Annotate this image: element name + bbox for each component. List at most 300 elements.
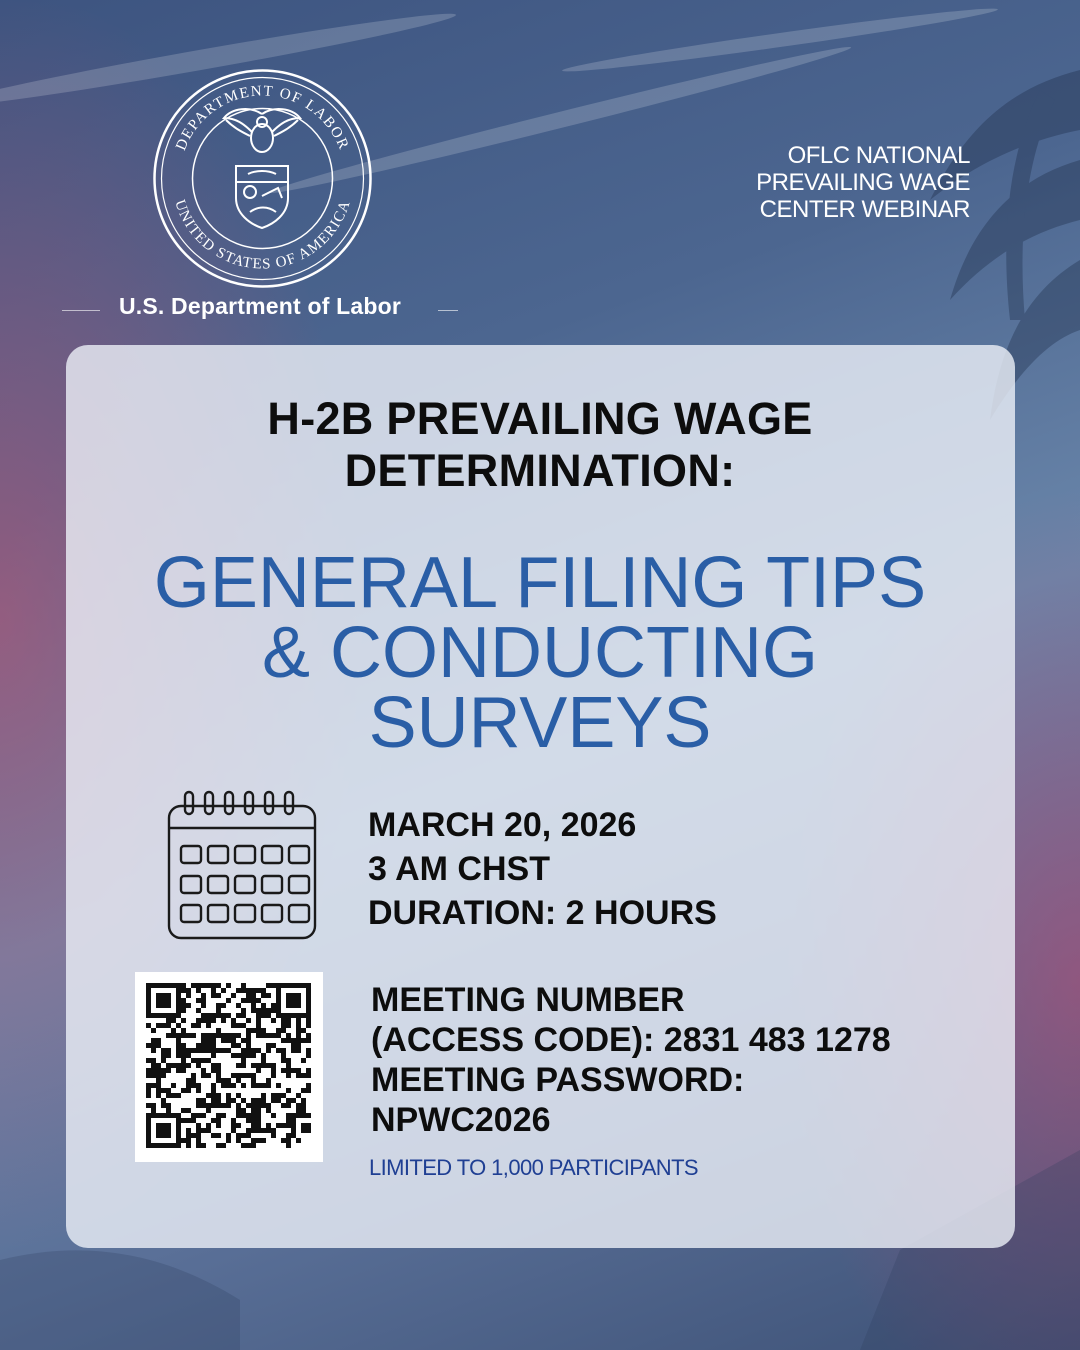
qr-module (251, 1123, 256, 1128)
event-duration: DURATION: 2 HOURS (368, 894, 717, 932)
qr-module (171, 1143, 176, 1148)
series-title (650, 142, 970, 223)
qr-module (226, 1133, 231, 1138)
qr-module (241, 1008, 246, 1013)
qr-module (191, 1033, 196, 1038)
qr-module (146, 1023, 151, 1028)
qr-module (176, 988, 181, 993)
qr-module (151, 1103, 156, 1108)
qr-module (251, 1008, 256, 1013)
qr-module (226, 1093, 231, 1098)
qr-module (186, 1048, 191, 1053)
qr-module (161, 1088, 166, 1093)
qr-module (226, 1138, 231, 1143)
qr-module (301, 983, 306, 988)
qr-module (271, 983, 276, 988)
qr-module (191, 1048, 196, 1053)
qr-module (291, 1003, 296, 1008)
qr-module (186, 1088, 191, 1093)
qr-module (156, 1068, 161, 1073)
qr-module (161, 1103, 166, 1108)
qr-module (186, 1128, 191, 1133)
qr-module (301, 1128, 306, 1133)
qr-module (306, 983, 311, 988)
qr-module (256, 1008, 261, 1013)
qr-module (196, 1128, 201, 1133)
qr-module (161, 993, 166, 998)
qr-module (221, 1013, 226, 1018)
qr-module (146, 998, 151, 1003)
qr-module (261, 1053, 266, 1058)
qr-module (186, 1033, 191, 1038)
qr-module (301, 1088, 306, 1093)
qr-module (261, 1063, 266, 1068)
qr-module (161, 1023, 166, 1028)
qr-module (261, 1058, 266, 1063)
qr-module (196, 1113, 201, 1118)
qr-module (261, 1008, 266, 1013)
qr-module (196, 1063, 201, 1068)
qr-module (216, 1068, 221, 1073)
qr-module (256, 1118, 261, 1123)
subhead-line-3: SURVEYS (368, 683, 712, 763)
qr-module (256, 1083, 261, 1088)
qr-module (241, 1063, 246, 1068)
qr-module (241, 983, 246, 988)
qr-module (236, 1003, 241, 1008)
qr-module (256, 1108, 261, 1113)
qr-module (156, 1088, 161, 1093)
meeting-number-label: MEETING NUMBER (371, 981, 685, 1019)
qr-module (241, 1073, 246, 1078)
qr-module (256, 998, 261, 1003)
qr-module (306, 1038, 311, 1043)
qr-module (261, 993, 266, 998)
qr-module (161, 1003, 166, 1008)
qr-module (266, 1128, 271, 1133)
qr-module (241, 1083, 246, 1088)
qr-module (286, 1023, 291, 1028)
qr-module (206, 1073, 211, 1078)
qr-module (151, 1108, 156, 1113)
qr-module (211, 1013, 216, 1018)
qr-module (271, 1073, 276, 1078)
qr-module (241, 1133, 246, 1138)
qr-module (166, 1143, 171, 1148)
qr-module (256, 1063, 261, 1068)
qr-module (201, 1058, 206, 1063)
qr-module (251, 1063, 256, 1068)
qr-module (146, 988, 151, 993)
qr-module (161, 1053, 166, 1058)
qr-module (186, 1063, 191, 1068)
qr-module (171, 983, 176, 988)
qr-module (201, 1033, 206, 1038)
qr-module (296, 1038, 301, 1043)
headline-line-2: DETERMINATION: (344, 445, 736, 496)
qr-module (271, 1033, 276, 1038)
qr-module (251, 1138, 256, 1143)
qr-module (196, 1143, 201, 1148)
qr-module (221, 1048, 226, 1053)
qr-module (241, 1058, 246, 1063)
qr-module (181, 1008, 186, 1013)
qr-module (296, 1138, 301, 1143)
qr-module (276, 1013, 281, 1018)
qr-module (191, 1058, 196, 1063)
qr-module (211, 1033, 216, 1038)
qr-module (296, 983, 301, 988)
qr-module (216, 1078, 221, 1083)
qr-module (241, 1023, 246, 1028)
qr-module (156, 998, 161, 1003)
qr-module (296, 1003, 301, 1008)
qr-module (266, 983, 271, 988)
qr-module (286, 1018, 291, 1023)
qr-module (196, 983, 201, 988)
qr-module (176, 1143, 181, 1148)
qr-module (216, 1143, 221, 1148)
qr-module (186, 1053, 191, 1058)
qr-module (221, 1078, 226, 1083)
qr-module (291, 1043, 296, 1048)
qr-module (266, 1013, 271, 1018)
qr-module (256, 1128, 261, 1133)
qr-module (286, 1098, 291, 1103)
qr-module (206, 1123, 211, 1128)
qr-module (146, 1093, 151, 1098)
qr-module (146, 1138, 151, 1143)
qr-module (161, 1058, 166, 1063)
qr-module (291, 993, 296, 998)
qr-module (251, 1083, 256, 1088)
qr-module (261, 1138, 266, 1143)
qr-module (201, 1043, 206, 1048)
qr-module (221, 1018, 226, 1023)
qr-module (296, 1023, 301, 1028)
qr-module (201, 1048, 206, 1053)
qr-module (231, 1053, 236, 1058)
qr-module (276, 993, 281, 998)
qr-module (246, 1043, 251, 1048)
qr-module (286, 1033, 291, 1038)
qr-module (221, 1083, 226, 1088)
qr-module (251, 1003, 256, 1008)
qr-module (281, 1093, 286, 1098)
qr-module (166, 1003, 171, 1008)
qr-module (221, 1038, 226, 1043)
qr-module (201, 1003, 206, 1008)
qr-module (291, 983, 296, 988)
qr-module (251, 1078, 256, 1083)
qr-module (161, 1098, 166, 1103)
qr-module (301, 1028, 306, 1033)
qr-module (161, 1128, 166, 1133)
qr-module (241, 1108, 246, 1113)
agency-name: U.S. Department of Labor (118, 293, 402, 319)
qr-module (246, 1128, 251, 1133)
qr-module (276, 1033, 281, 1038)
qr-module (296, 1068, 301, 1073)
qr-module (251, 1128, 256, 1133)
qr-module (231, 1118, 236, 1123)
qr-module (261, 1098, 266, 1103)
qr-module (231, 1083, 236, 1088)
qr-module (176, 1048, 181, 1053)
qr-module (171, 1093, 176, 1098)
qr-module (246, 1053, 251, 1058)
qr-module (281, 1123, 286, 1128)
qr-module (281, 1023, 286, 1028)
qr-module (221, 1033, 226, 1038)
qr-module (211, 1118, 216, 1123)
qr-module (301, 1013, 306, 1018)
qr-module (291, 1118, 296, 1123)
qr-module (246, 1143, 251, 1148)
qr-module (246, 1033, 251, 1038)
qr-module (266, 1103, 271, 1108)
qr-module (276, 1003, 281, 1008)
qr-module (236, 1113, 241, 1118)
qr-module (176, 1133, 181, 1138)
qr-module (171, 1083, 176, 1088)
qr-module (236, 1123, 241, 1128)
qr-module (256, 1123, 261, 1128)
qr-module (296, 1033, 301, 1038)
subhead-line-2: & CONDUCTING (262, 613, 818, 693)
qr-module (281, 1048, 286, 1053)
qr-module (211, 1038, 216, 1043)
qr-module (161, 1073, 166, 1078)
svg-text:UNITED STATES OF AMERICA: UNITED STATES OF AMERICA (171, 197, 354, 273)
qr-module (156, 1078, 161, 1083)
qr-module (201, 1098, 206, 1103)
qr-module (216, 1113, 221, 1118)
qr-module (261, 1093, 266, 1098)
qr-module (306, 1113, 311, 1118)
qr-module (296, 1108, 301, 1113)
qr-module (221, 1003, 226, 1008)
qr-module (306, 1088, 311, 1093)
qr-module (151, 983, 156, 988)
qr-module (261, 1013, 266, 1018)
qr-module (176, 1033, 181, 1038)
qr-module (246, 993, 251, 998)
qr-module (181, 1138, 186, 1143)
qr-module (166, 1123, 171, 1128)
qr-module (236, 1063, 241, 1068)
qr-module (146, 1133, 151, 1138)
qr-module (176, 1038, 181, 1043)
qr-module (261, 1033, 266, 1038)
qr-module (151, 1073, 156, 1078)
qr-module (161, 1123, 166, 1128)
qr-module (281, 1038, 286, 1043)
qr-module (156, 983, 161, 988)
qr-module (176, 1093, 181, 1098)
qr-code[interactable] (135, 972, 323, 1162)
qr-module (291, 1068, 296, 1073)
qr-module (296, 1013, 301, 1018)
series-title-line-2: PREVAILING WAGE (756, 169, 970, 196)
svg-text:DEPARTMENT OF LABOR: DEPARTMENT OF LABOR (173, 83, 352, 153)
qr-module (236, 1013, 241, 1018)
qr-module (201, 1013, 206, 1018)
qr-module (261, 1128, 266, 1133)
qr-module (151, 1063, 156, 1068)
meeting-password-label: MEETING PASSWORD: (371, 1061, 745, 1099)
qr-module (146, 993, 151, 998)
qr-module (216, 1118, 221, 1123)
qr-module (181, 998, 186, 1003)
qr-module (206, 1038, 211, 1043)
qr-module (226, 1033, 231, 1038)
qr-module (146, 1043, 151, 1048)
qr-module (151, 1013, 156, 1018)
qr-module (216, 1073, 221, 1078)
qr-module (186, 1138, 191, 1143)
qr-module (176, 1043, 181, 1048)
qr-module (186, 1143, 191, 1148)
qr-module (191, 983, 196, 988)
qr-module (291, 1098, 296, 1103)
qr-module (226, 998, 231, 1003)
qr-module (266, 1048, 271, 1053)
qr-module (241, 1038, 246, 1043)
qr-module (166, 1093, 171, 1098)
qr-module (291, 1048, 296, 1053)
qr-module (166, 1033, 171, 1038)
qr-module (211, 1053, 216, 1058)
qr-module (236, 1138, 241, 1143)
qr-module (151, 1043, 156, 1048)
qr-module (191, 1073, 196, 1078)
qr-module (251, 1103, 256, 1108)
qr-module (226, 1078, 231, 1083)
qr-module (206, 1013, 211, 1018)
event-details (368, 803, 717, 935)
qr-module (276, 983, 281, 988)
qr-module (186, 988, 191, 993)
qr-module (146, 1008, 151, 1013)
qr-module (191, 1078, 196, 1083)
qr-module (251, 1108, 256, 1113)
qr-module (296, 1073, 301, 1078)
qr-module (236, 1073, 241, 1078)
qr-module (251, 1053, 256, 1058)
qr-module (156, 1003, 161, 1008)
qr-module (216, 1133, 221, 1138)
qr-module (296, 1048, 301, 1053)
qr-module (151, 1048, 156, 1053)
qr-module (166, 998, 171, 1003)
qr-module (216, 1093, 221, 1098)
qr-module (166, 1023, 171, 1028)
qr-module (196, 1133, 201, 1138)
qr-module (281, 1103, 286, 1108)
qr-module (306, 1053, 311, 1058)
qr-module (146, 1073, 151, 1078)
qr-module (206, 1048, 211, 1053)
qr-module (176, 1138, 181, 1143)
qr-module (306, 1123, 311, 1128)
qr-module (276, 1008, 281, 1013)
qr-module (151, 1143, 156, 1148)
qr-module (216, 993, 221, 998)
qr-module (286, 1013, 291, 1018)
qr-module (151, 1068, 156, 1073)
qr-module (266, 993, 271, 998)
qr-module (296, 1028, 301, 1033)
qr-module (306, 1003, 311, 1008)
qr-module (236, 1023, 241, 1028)
qr-module (286, 1103, 291, 1108)
series-title-line-3: CENTER WEBINAR (759, 196, 970, 223)
qr-module (166, 1108, 171, 1113)
qr-module (186, 1133, 191, 1138)
qr-module (176, 983, 181, 988)
qr-module (176, 1013, 181, 1018)
qr-module (176, 1053, 181, 1058)
qr-module (156, 1143, 161, 1148)
qr-module (146, 1088, 151, 1093)
qr-module (306, 1083, 311, 1088)
qr-module (271, 1063, 276, 1068)
qr-module (211, 1098, 216, 1103)
qr-module (146, 1143, 151, 1148)
qr-module (146, 1058, 151, 1063)
qr-module (181, 1108, 186, 1113)
qr-module (286, 1088, 291, 1093)
qr-module (231, 1043, 236, 1048)
qr-module (281, 983, 286, 988)
qr-module (301, 1098, 306, 1103)
qr-module (226, 1038, 231, 1043)
qr-module (286, 993, 291, 998)
qr-module (171, 1113, 176, 1118)
qr-module (251, 1073, 256, 1078)
qr-module (201, 1018, 206, 1023)
qr-module (161, 983, 166, 988)
qr-module (171, 1063, 176, 1068)
qr-module (146, 1123, 151, 1128)
qr-module (296, 1018, 301, 1023)
qr-module (271, 1093, 276, 1098)
qr-module (286, 1068, 291, 1073)
qr-module (211, 1043, 216, 1048)
qr-module (241, 1143, 246, 1148)
qr-module (146, 1003, 151, 1008)
qr-module (206, 1058, 211, 1063)
qr-module (161, 1143, 166, 1148)
qr-module (166, 1088, 171, 1093)
qr-module (216, 1028, 221, 1033)
qr-module (281, 1138, 286, 1143)
meeting-details (371, 980, 891, 1140)
qr-module (276, 1098, 281, 1103)
qr-module (186, 1108, 191, 1113)
qr-module (206, 1093, 211, 1098)
qr-module (206, 983, 211, 988)
qr-module (241, 1048, 246, 1053)
qr-module (181, 1043, 186, 1048)
qr-module (171, 1028, 176, 1033)
qr-module (301, 1058, 306, 1063)
qr-module (196, 1048, 201, 1053)
qr-module (201, 1113, 206, 1118)
qr-module (171, 1033, 176, 1038)
qr-module (236, 1053, 241, 1058)
